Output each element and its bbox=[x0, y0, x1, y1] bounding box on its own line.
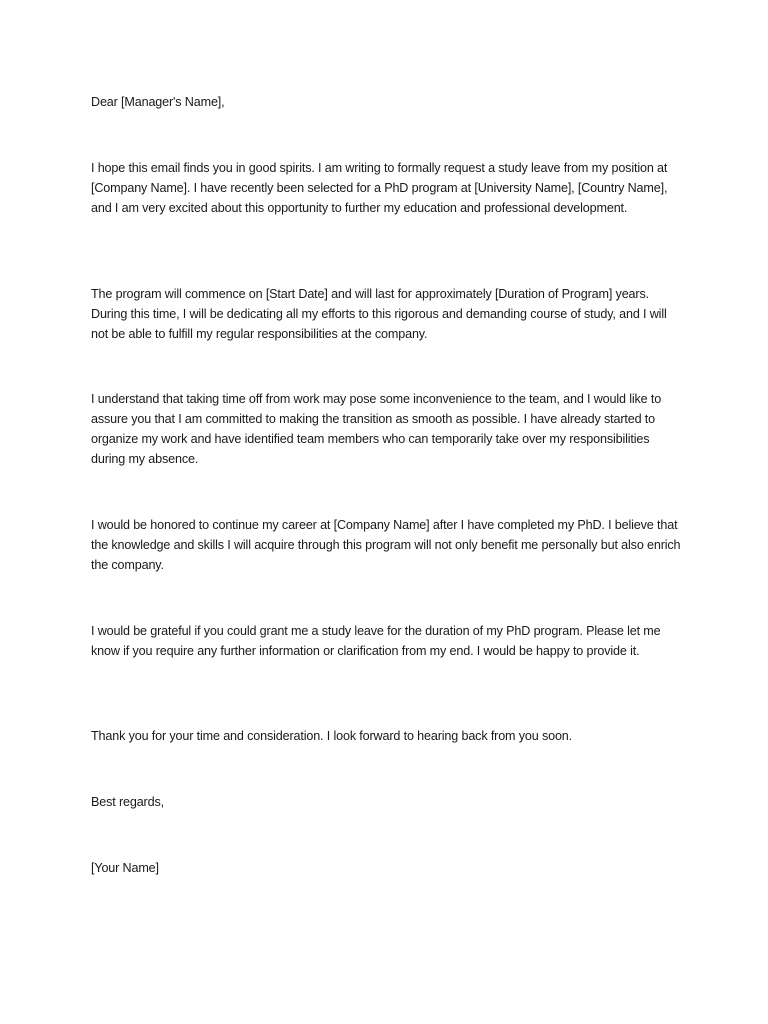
paragraph-5: I would be grateful if you could grant me a study leave for the duration of my PhD program. Please let me know if you require any further information or clarification from my end. I would be happy to provide it. bbox=[91, 624, 661, 658]
signature: [Your Name] bbox=[91, 861, 159, 875]
paragraph-6: Thank you for your time and consideration. I look forward to hearing back from you soon. bbox=[91, 729, 573, 743]
paragraph-1: I hope this email finds you in good spirits. I am writing to formally request a study leave from my position at [Company Name]. I have recently been selected for a PhD program at [University Name], [Country Name], and I am very excited about this opportunity to further my education and professional development. bbox=[91, 161, 668, 215]
paragraph-4: I would be honored to continue my career at [Company Name] after I have completed my PhD. I believe that the knowledge and skills I will acquire through this program will not only benefit me personally but also enrich the company. bbox=[91, 518, 681, 572]
paragraph-2: The program will commence on [Start Date] and will last for approximately [Duration of Program] years. During this time, I will be dedicating all my efforts to this rigorous and demanding course of study, and I will not be able to fulfill my regular responsibilities at the company. bbox=[91, 287, 667, 341]
salutation: Dear [Manager's Name], bbox=[91, 95, 225, 109]
closing: Best regards, bbox=[91, 795, 164, 809]
paragraph-3: I understand that taking time off from work may pose some inconvenience to the team, and I would like to assure you that I am committed to making the transition as smooth as possible. I have already started to organize my work and have identified team members who can temporarily take over my responsibilities during my absence. bbox=[91, 392, 662, 466]
